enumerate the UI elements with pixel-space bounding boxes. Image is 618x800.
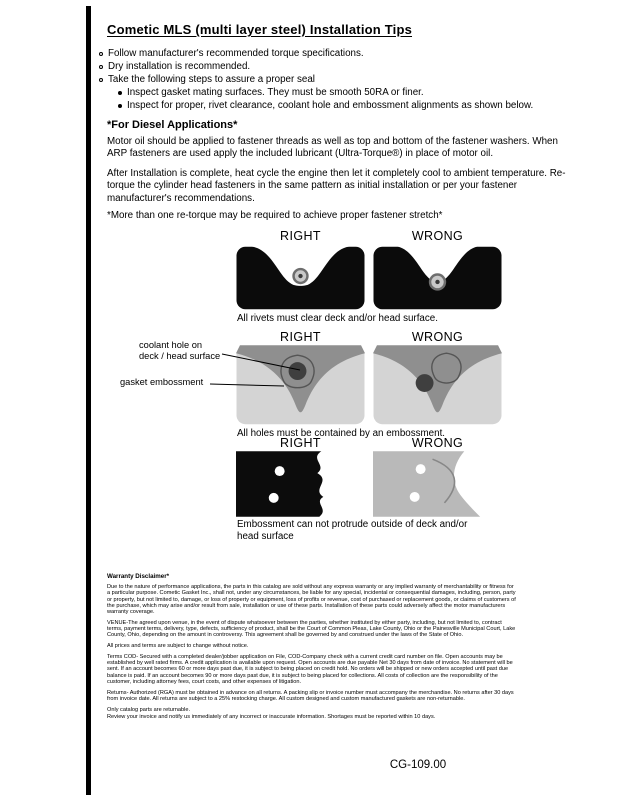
callout-pointer-lines — [208, 344, 308, 394]
warranty-paragraph: Returns- Authorized (RGA) must be obtained in advance on all returns. A packing slip or invoice number must accompany the merchandise. No returns after 30 days from invoice date. All returns are subject to a 25% restocking charge. All custom designed and custom manufactured gaskets are non-returnable. — [107, 689, 514, 703]
warranty-paragraph: Due to the nature of performance applications, the parts in this catalog are sold without any express warranty or any implied warranty of merchantability or fitness for a particular purpose. Cometic Gasket Inc., shall not, under any circumstances, be liable for any special, incidental or consequential damages, including, person, party or property, but not limited to, damage, or loss of property or equipment, loss of profits or revenue, cost of purchased or replacement goods, or claims of customers of the purchase, which may arise and/or result from sale, installation or use of these parts. Installation of these parts could adversely affect the motor manufacturers warranty coverage. — [107, 584, 516, 616]
warranty-heading: Warranty Disclaimer* — [107, 573, 170, 580]
warranty-paragraph: Review your invoice and notify us immediately of any incorrect or inaccurate information. Shortages must be reported within 10 days. — [107, 714, 436, 720]
left-edge-rule — [86, 6, 91, 795]
diesel-applications-heading: *For Diesel Applications* — [107, 119, 238, 131]
diagram-rivet-wrong-image — [373, 246, 502, 310]
warranty-disclaimer — [107, 573, 516, 725]
right-label: RIGHT — [280, 436, 321, 450]
dot-bullet-icon — [118, 104, 122, 108]
embossment-callout-line — [210, 384, 284, 386]
circle-bullet-icon — [99, 65, 103, 69]
coolant-hole-callout-line2: deck / head surface — [139, 351, 221, 361]
tip-text: Dry installation is recommended. — [108, 60, 251, 72]
diagram-protrusion-wrong-image — [373, 451, 502, 517]
tip-text: Take the following steps to assure a proper seal — [108, 73, 315, 85]
diagram-rivet-right-image — [236, 246, 365, 310]
tip-text: Inspect gasket mating surfaces. They must be smooth 50RA or finer. — [127, 86, 424, 98]
retorque-note: *More than one re-torque may be required to achieve proper fastener stretch* — [107, 210, 443, 221]
embossment-caption: All holes must be contained by an embossment. — [237, 428, 446, 439]
right-label: RIGHT — [280, 229, 321, 243]
wrong-label: WRONG — [411, 330, 464, 344]
tips-list — [99, 48, 533, 113]
wrong-label: WRONG — [411, 229, 464, 243]
tip-sub-item — [118, 87, 533, 100]
tip-text: Inspect for proper, rivet clearance, coolant hole and embossment alignments as shown below. — [127, 99, 534, 111]
diagram-protrusion-right-image — [236, 451, 365, 517]
diesel-paragraph-2: After Installation is complete, heat cycle the engine then let it completely cool to ambient temperature. Re-torque the cylinder head fasteners in the same pattern as initial installation or per your fastener manufacturer's recommendations. — [107, 168, 566, 204]
tip-item — [99, 48, 533, 61]
warranty-paragraph: All prices and terms are subject to change without notice. — [107, 643, 249, 650]
circle-bullet-icon — [99, 78, 103, 82]
tip-text: Follow manufacturer's recommended torque specifications. — [108, 48, 364, 59]
protrusion-caption: Embossment can not protrude outside of deck and/or head surface — [237, 519, 468, 542]
coolant-callout-line — [222, 354, 300, 370]
dot-bullet-icon — [118, 91, 122, 95]
gasket-embossment-callout: gasket embossment — [120, 377, 204, 387]
diagram-embossment-wrong-image — [373, 345, 502, 425]
coolant-hole-callout-line1: coolant hole on — [139, 340, 203, 350]
right-label: RIGHT — [280, 330, 321, 344]
warranty-paragraph: Only catalog parts are returnable. — [107, 706, 191, 713]
tip-item — [99, 74, 533, 87]
warranty-paragraph: VENUE-The agreed upon venue, in the event of dispute whatsoever between the parties, whether instituted by either party, including, but not limited to, contract terms, payment terms, delivery, type, defects, sufficiency of product, shall be the Court of Common Pleas, Lake County, Ohio or the Painesville Municipal Court, Lake County, Ohio, depending on the amount in controversy. This agreement shall be governed by and construed under the laws of the State of Ohio. — [107, 619, 516, 639]
page-code: CG-109.00 — [389, 759, 447, 771]
tip-item — [99, 61, 533, 74]
diesel-paragraph-1: Motor oil should be applied to fastener threads as well as top and bottom of the fastener washers. When ARP fasteners are used apply the included lubricant (Ultra-Torque®) in place of motor oil. — [107, 136, 558, 160]
page-title: Cometic MLS (multi layer steel) Installation Tips — [107, 22, 413, 37]
wrong-label: WRONG — [411, 436, 464, 450]
warranty-paragraph: Terms COD- Secured with a completed dealer/jobber application on File, COD-Company check with a current credit card number on file. Open accounts may be established by well rated firms. A credit application is available upon request. Open accounts are due payable Net 30 days from date of invoice. No statement will be sent. If an account becomes 60 or more days past due, it is subject to being placed on credit hold. No orders will be shipped or new orders accepted until past due balance is paid. If an account becomes 90 or more days past due, it is subject to being placed for collections. All costs of collection are the responsibility of the customer, including attorney fees, court costs, and other expenses of litigation. — [107, 653, 513, 686]
rivet-caption: All rivets must clear deck and/or head surface. — [237, 313, 438, 324]
tip-sub-item — [118, 100, 533, 113]
circle-bullet-icon — [99, 52, 103, 56]
